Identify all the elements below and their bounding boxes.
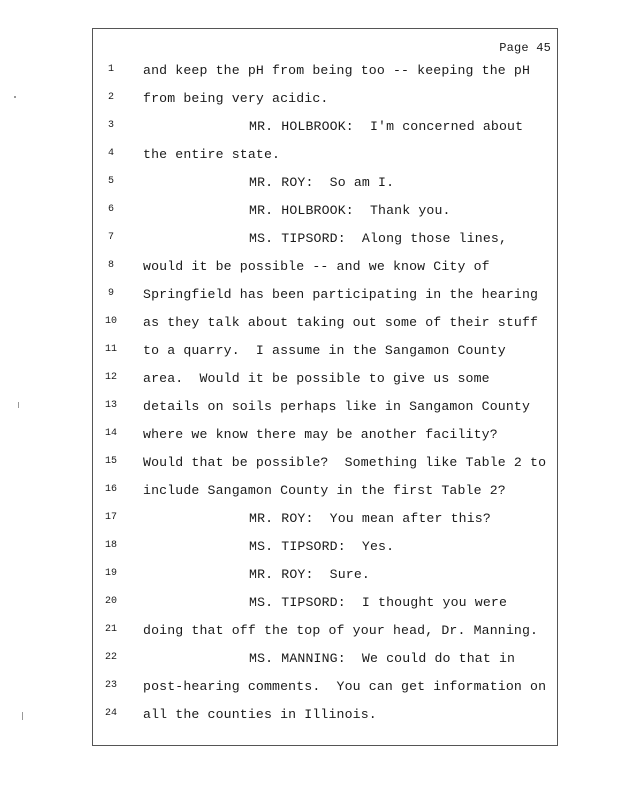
line-text: the entire state. [143, 147, 281, 162]
line-text: Springfield has been participating in the hearing [143, 287, 539, 302]
line-number: 9 [107, 288, 114, 299]
transcript-line [93, 315, 557, 343]
line-number: 8 [107, 260, 114, 271]
line-number: 4 [107, 148, 114, 159]
transcript-line [93, 203, 557, 231]
line-text: post-hearing comments. You can get information on [143, 679, 547, 694]
line-number: 6 [107, 204, 114, 215]
scan-speck [14, 96, 16, 98]
scan-speck [22, 712, 23, 720]
line-text: as they talk about taking out some of their stuff [143, 315, 539, 330]
line-text: all the counties in Illinois. [143, 707, 377, 722]
transcript-line [93, 147, 557, 175]
transcript-line [93, 343, 557, 371]
line-number: 19 [104, 568, 117, 579]
transcript-line [93, 119, 557, 147]
line-number: 15 [104, 456, 117, 467]
line-text: MS. MANNING: We could do that in [249, 651, 516, 666]
line-number: 18 [104, 540, 117, 551]
line-text: MR. HOLBROOK: Thank you. [249, 203, 451, 218]
transcript-line [93, 231, 557, 259]
line-number: 7 [107, 232, 114, 243]
line-number: 22 [104, 652, 117, 663]
transcript-page [92, 28, 558, 746]
transcript-line [93, 567, 557, 595]
line-number: 24 [104, 708, 117, 719]
line-text: and keep the pH from being too -- keeping the pH [143, 63, 531, 78]
line-text: doing that off the top of your head, Dr. Manning. [143, 623, 539, 638]
transcript-line [93, 259, 557, 287]
line-text: MR. ROY: Sure. [249, 567, 370, 582]
transcript-line [93, 175, 557, 203]
line-number: 16 [104, 484, 117, 495]
line-text: MS. TIPSORD: Yes. [249, 539, 395, 554]
line-text: details on soils perhaps like in Sangamon County [143, 399, 531, 414]
line-number: 20 [104, 596, 117, 607]
line-number: 17 [104, 512, 117, 523]
transcript-line [93, 91, 557, 119]
line-number: 12 [104, 372, 117, 383]
line-number: 21 [104, 624, 117, 635]
line-number: 3 [107, 120, 114, 131]
line-number: 2 [107, 92, 114, 103]
line-number: 5 [107, 176, 114, 187]
transcript-line [93, 371, 557, 399]
transcript-line [93, 63, 557, 91]
transcript-line [93, 427, 557, 455]
transcript-line [93, 623, 557, 651]
line-text: Would that be possible? Something like Table 2 to [143, 455, 547, 470]
line-text: MR. ROY: You mean after this? [249, 511, 491, 526]
transcript-line [93, 707, 557, 735]
line-text: to a quarry. I assume in the Sangamon County [143, 343, 506, 358]
transcript-line [93, 483, 557, 511]
page-number: Page 45 [499, 41, 551, 55]
transcript-line [93, 399, 557, 427]
transcript-line [93, 679, 557, 707]
scan-speck [18, 402, 19, 408]
line-number: 11 [104, 344, 117, 355]
line-number: 1 [107, 64, 114, 75]
line-number: 14 [104, 428, 117, 439]
line-text: MR. ROY: So am I. [249, 175, 395, 190]
transcript-line [93, 287, 557, 315]
transcript-lines [93, 63, 557, 735]
line-number: 13 [104, 400, 117, 411]
line-text: from being very acidic. [143, 91, 329, 106]
line-text: area. Would it be possible to give us some [143, 371, 490, 386]
line-text: include Sangamon County in the first Table 2? [143, 483, 506, 498]
transcript-line [93, 595, 557, 623]
transcript-line [93, 511, 557, 539]
line-text: MS. TIPSORD: I thought you were [249, 595, 508, 610]
line-text: where we know there may be another facility? [143, 427, 498, 442]
line-number: 23 [104, 680, 117, 691]
line-number: 10 [104, 316, 117, 327]
line-text: would it be possible -- and we know City of [143, 259, 490, 274]
transcript-line [93, 651, 557, 679]
transcript-line [93, 455, 557, 483]
line-text: MR. HOLBROOK: I'm concerned about [249, 119, 524, 134]
line-text: MS. TIPSORD: Along those lines, [249, 231, 508, 246]
transcript-line [93, 539, 557, 567]
